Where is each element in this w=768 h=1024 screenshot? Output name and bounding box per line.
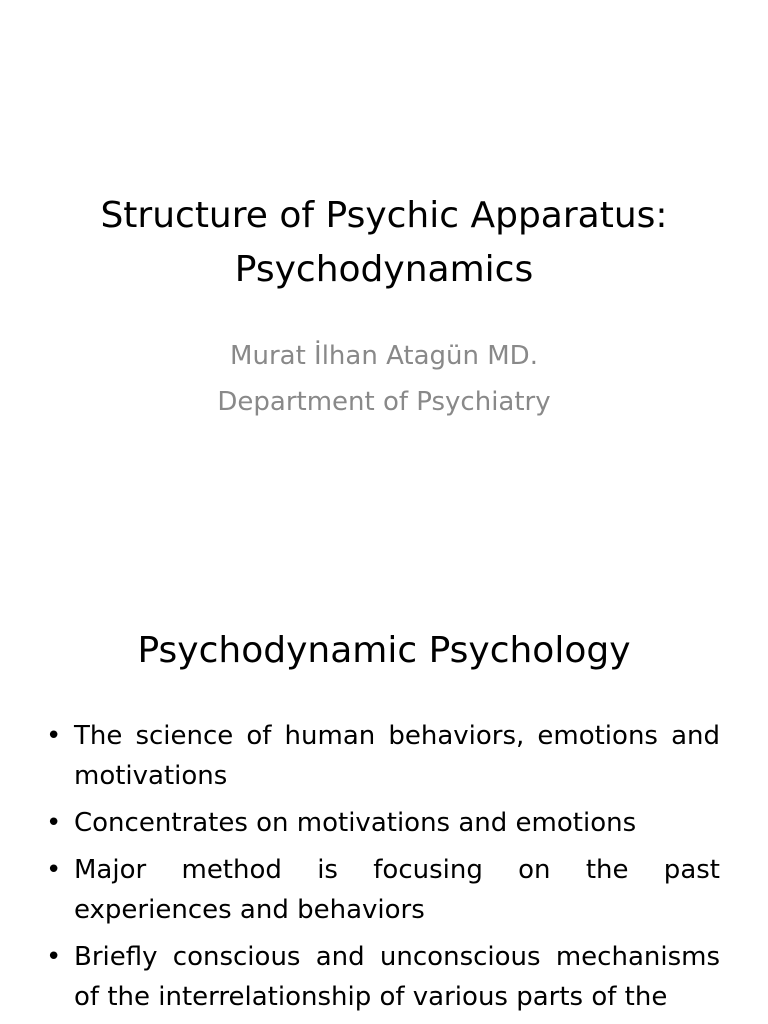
bullet-text: Major method is focusing on the past experiences and behaviors bbox=[74, 855, 720, 925]
bullet-item bbox=[44, 850, 720, 930]
content-slide bbox=[0, 576, 768, 1024]
bullet-text: The science of human behaviors, emotions and motivations bbox=[74, 721, 720, 791]
bullet-list bbox=[44, 716, 720, 1024]
bullet-item bbox=[44, 716, 720, 796]
presentation-subtitle bbox=[80, 333, 688, 425]
bullet-text: Concentrates on motivations and emotions bbox=[74, 808, 637, 838]
author-name: Murat İlhan Atagün MD. bbox=[230, 341, 538, 371]
bullet-icon: • bbox=[46, 942, 62, 972]
bullet-icon: • bbox=[46, 808, 62, 838]
slide-title: Psychodynamic Psychology bbox=[137, 630, 631, 671]
bullet-text: Briefly conscious and unconscious mechanisms of the interrelationship of various parts of the bbox=[74, 942, 720, 1012]
bullet-icon: • bbox=[46, 721, 62, 751]
department-name: Department of Psychiatry bbox=[217, 387, 551, 417]
bullet-item bbox=[44, 803, 720, 843]
title-line-1: Structure of Psychic Apparatus: bbox=[100, 195, 668, 236]
presentation-title bbox=[40, 189, 728, 297]
bullet-icon: • bbox=[46, 855, 62, 885]
title-line-2: Psychodynamics bbox=[234, 249, 534, 290]
bullet-item bbox=[44, 937, 720, 1017]
